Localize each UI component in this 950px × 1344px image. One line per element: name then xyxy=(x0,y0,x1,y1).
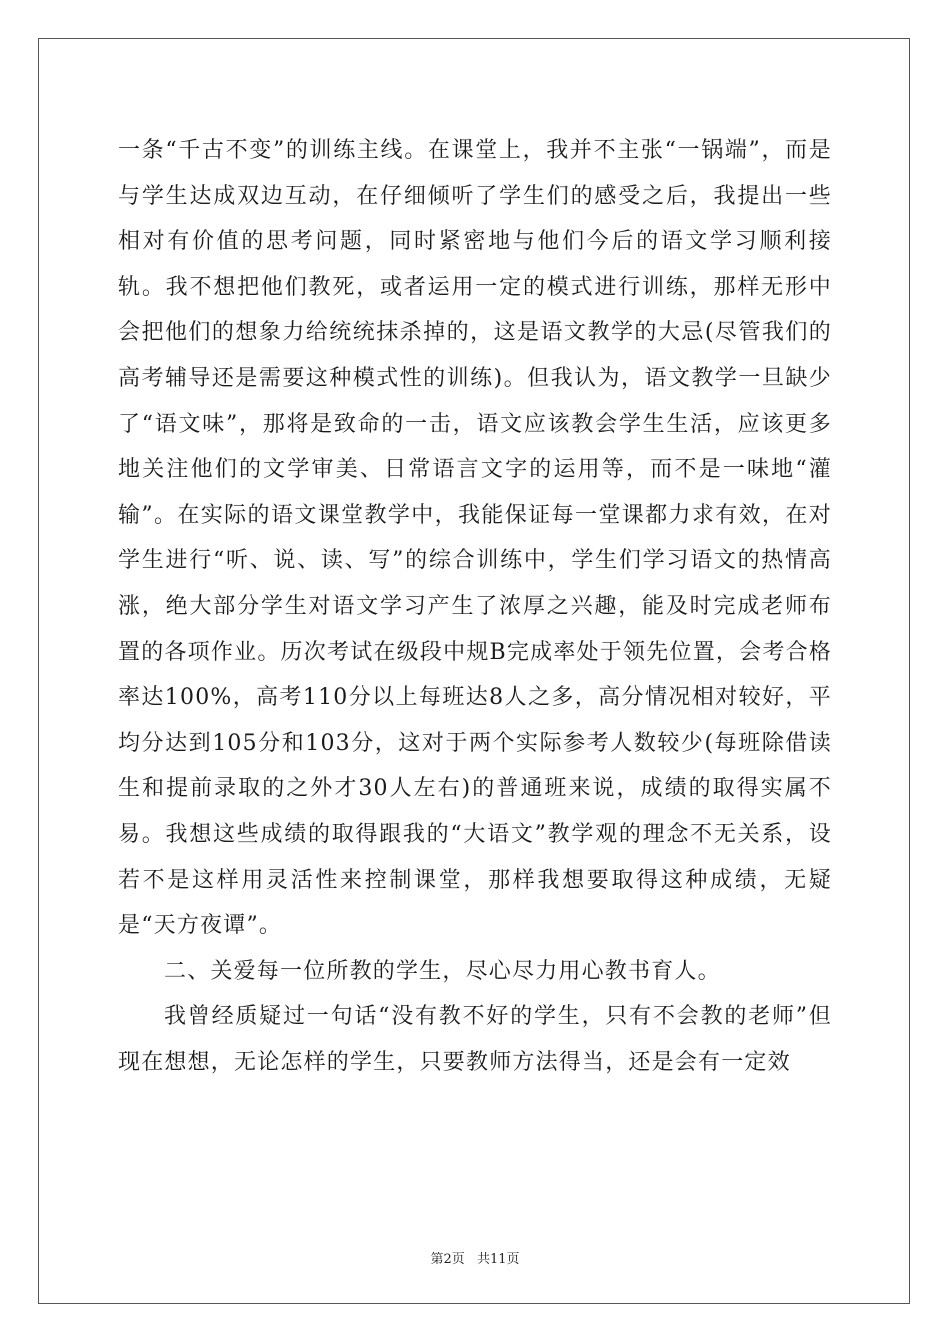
page-footer xyxy=(0,1248,950,1267)
paragraph-2-heading: 二、关爱每一位所教的学生，尽心尽力用心教书育人。 xyxy=(164,958,721,984)
page-number: 第2页 xyxy=(430,1252,465,1267)
page-total: 共11页 xyxy=(476,1252,520,1267)
document-body xyxy=(118,128,832,1085)
paragraph-3: 我曾经质疑过一句话“没有教不好的学生，只有不会教的老师”但现在想想，无论怎样的学生，只要教师方法得当，还是会有一定效 xyxy=(118,1004,832,1075)
paragraph-1: 一条“千古不变”的训练主线。在课堂上，我并不主张“一锅端”，而是与学生达成双边互动，在仔细倾听了学生们的感受之后，我提出一些相对有价值的思考问题，同时紧密地与他们今后的语文学习顺利接轨。我不想把他们教死，或者运用一定的模式进行训练，那样无形中会把他们的想象力给统统抹杀掉的，这是语文教学的大忌(尽管我们的高考辅导还是需要这种模式性的训练)。但我认为，语文教学一旦缺少了“语文味”，那将是致命的一击，语文应该教会学生生活，应该更多地关注他们的文学审美、日常语言文字的运用等，而不是一味地“灌输”。在实际的语文课堂教学中，我能保证每一堂课都力求有效，在对学生进行“听、说、读、写”的综合训练中，学生们学习语文的热情高涨，绝大部分学生对语文学习产生了浓厚之兴趣，能及时完成老师布置的各项作业。历次考试在级段中规B完成率处于领先位置，会考合格率达100%，高考110分以上每班达8人之多，高分情况相对较好，平均分达到105分和103分，这对于两个实际参考人数较少(每班除借读生和提前录取的之外才30人左右)的普通班来说，成绩的取得实属不易。我想这些成绩的取得跟我的“大语文”教学观的理念不无关系，设若不是这样用灵活性来控制课堂，那样我想要取得这种成绩，无疑是“天方夜谭”。 xyxy=(118,138,832,939)
